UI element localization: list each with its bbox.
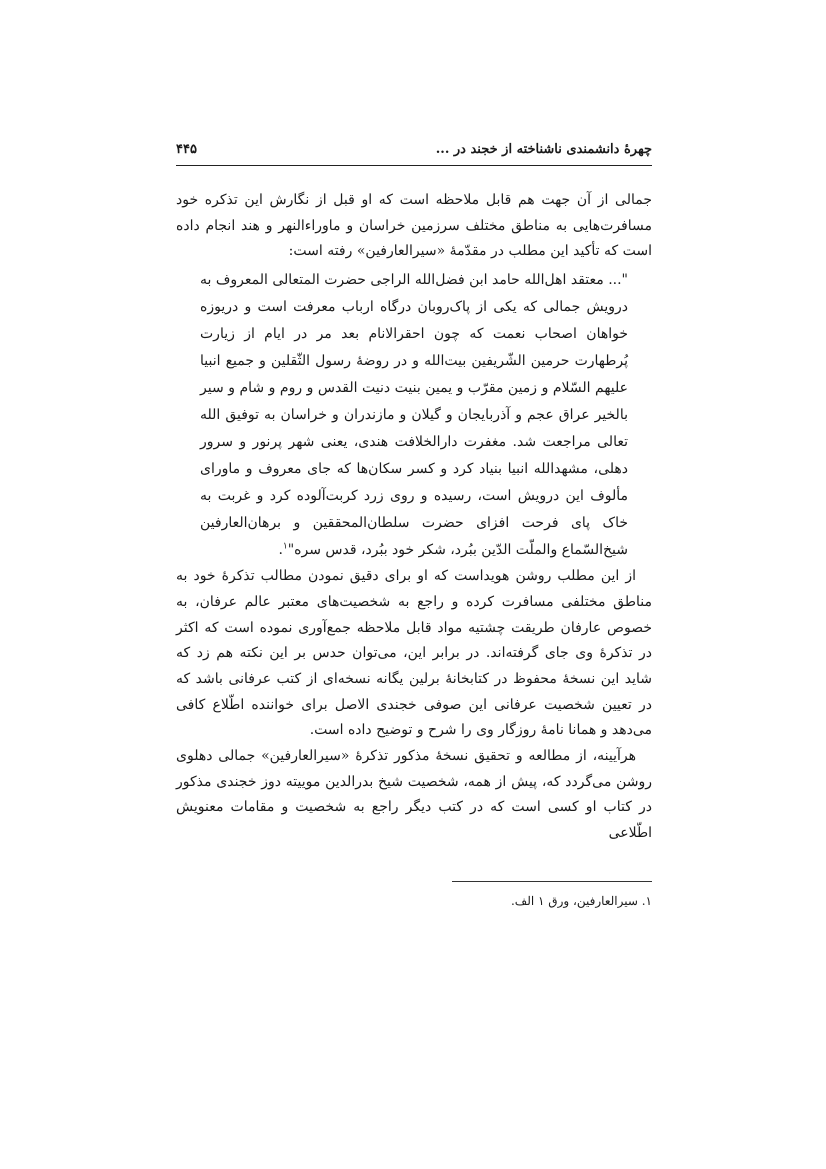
quote-end: . <box>278 542 283 559</box>
paragraph-2: از این مطلب روشن هویداست که او برای دقیق نمودن مطالب تذکرهٔ خود به مناطق مختلفی مسافرت کرده و راجع به شخصیت‌های معتبر عالم عرفان، به خصوص عارفان طریقت چشتیه مواد قابل ملاحظه جمع‌آوری نموده است که اکثر در تذکرهٔ وی جای گرفته‌اند. در برابر این، می‌توان حدس بر این نکته هم زد که شاید این نسخهٔ محفوظ در کتابخانهٔ برلین یگانه نسخه‌ای از کتب عرفانی باشد که در تعیین شخصیت عرفانی این صوفی خجندی الاصل برای خواننده اطّلاع کافی می‌دهد و همانا نامهٔ روزگار وی را شرح و توضیح داده است. <box>176 568 652 739</box>
quote-text: "... معتقد اهل‌الله حامد ابن فضل‌الله الراجی حضرت المتعالی المعروف به درویش جمالی که یکی از پاک‌روبان درگاه ارباب معرفت است و دریوزه خواهان اصحاب نعمت که چون احقرالانام بعد مر در ایام از زیارت پُرطهارت حرمین الشّریفین بیت‌الله و در روضهٔ رسول الثّقلین و جمیع انبیا علیهم السّلام و زمین مقرّب و یمین بنیت دنیت القدس و روم و شام و سیر بالخیر عراق عجم و آذربایجان و گیلان و مازندران و خراسان به توفیق الله تعالی مراجعت شد. مغفرت دارالخلافت هندی، یعنی شهر پرنور و سرور دهلی، مشهدالله انبیا بنیاد کرد و کسر سکان‌ها که جای معروف و ماورای مألوف این درویش است، رسیده و روی زرد کربت‌آلوده کرد و غربت به خاک پای فرحت افزای حضرت سلطان‌المحققین و برهان‌العارفین شیخ‌السّماع والملّت الدّین ببُرد، شکر خود ببُرد، قدس سره" <box>200 272 629 559</box>
header-rule <box>176 165 652 166</box>
page-number: ۴۴۵ <box>176 142 197 157</box>
running-title: چهرهٔ دانشمندی ناشناخته از خجند در ... <box>435 142 652 157</box>
footnote-ref: ۱ <box>282 541 288 552</box>
block-quote <box>200 265 628 564</box>
footnote: ۱. سیرالعارفین، ورق ۱ الف. <box>510 894 652 908</box>
paragraph-intro: جمالی از آن جهت هم قابل ملاحظه است که او قبل از نگارش این تذکره خود مسافرت‌هایی به مناطق مختلف سرزمین خراسان و ماوراءالنهر و هند انجام داده است که تأکید این مطلب در مقدّمهٔ «سیرالعارفین» رفته است: <box>176 192 652 260</box>
paragraph-3: هرآیینه، از مطالعه و تحقیق نسخهٔ مذکور تذکرهٔ «سیرالعارفین» جمالی دهلوی روشن می‌گردد که، پیش از همه، شخصیت شیخ بدرالدین موییته دوز خجندی مذکور در کتاب او کسی است که در کتب دیگر راجع به شخصیت و مقامات معنویش اطّلاعی <box>176 748 652 842</box>
footnote-rule <box>452 881 652 882</box>
running-head <box>176 142 652 157</box>
main-text <box>176 188 652 847</box>
